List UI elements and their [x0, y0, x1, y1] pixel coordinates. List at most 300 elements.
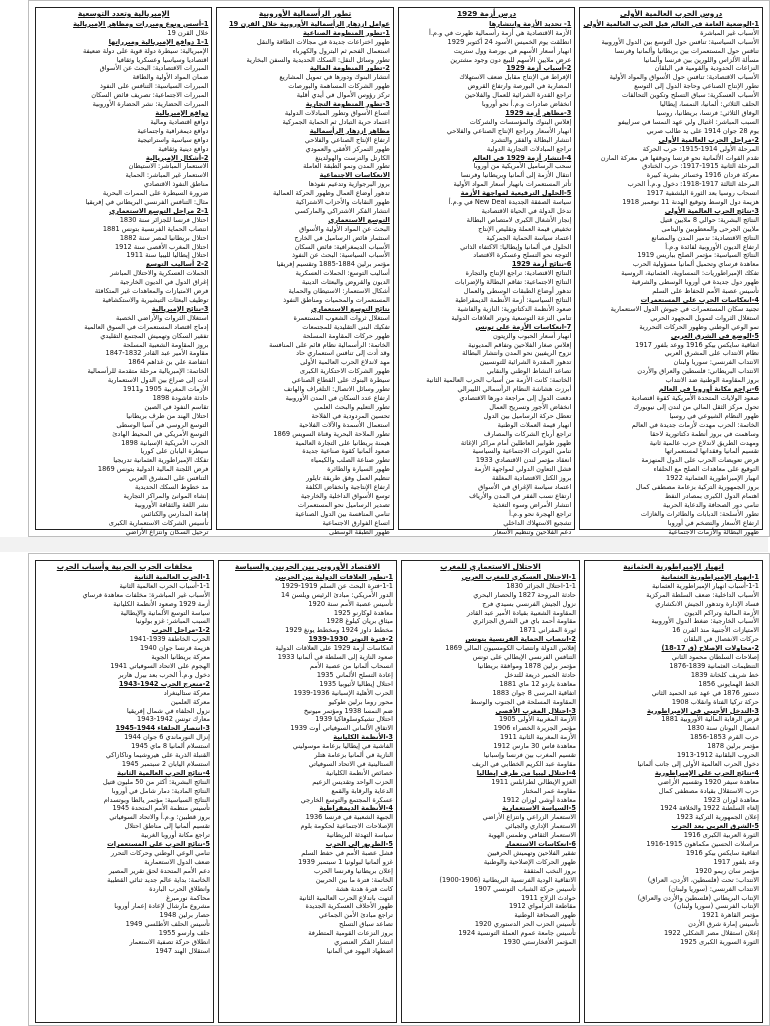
- text-line: ظهور حركات المقاومة المسلحة: [302, 331, 390, 340]
- text-line: دفعت الدول إلى مراجعة دورها الاقتصادي: [459, 393, 572, 402]
- text-line: معاهدة سيفر 1920 وتقسيم الأراضي: [657, 777, 759, 786]
- text-line: نمو الوعي الوطني وظهور الحركات التحررية: [639, 322, 759, 331]
- text-line: إنشاء الموانئ والمراكز التجارية: [123, 491, 209, 500]
- section-heading: مظاهر ازدهار الرأسمالية: [309, 126, 390, 135]
- text-line: فرض اللجنة المالية الدولية بتونس 1869: [97, 465, 209, 474]
- text-line: دوافع اقتصادية ومالية: [150, 117, 209, 126]
- text-line: صعود ألمانيا كقوة صناعية جديدة: [302, 447, 390, 456]
- text-line: ظهور الشركات الاحتكارية الكبرى: [299, 367, 390, 376]
- text-line: إدماج اقتصاد المستعمرات في السوق العالمية: [84, 322, 209, 331]
- text-line: تفكك الإمبراطورية العثمانية تدريجيا: [113, 456, 209, 465]
- text-line: الاستعمار الإداري والجبائي: [505, 822, 576, 831]
- text-line: انهيار أسعار الأسهم في بورصة وول ستريت: [453, 46, 572, 55]
- section-heading: 2-2 أساليب التوسع: [146, 260, 209, 269]
- section-heading: دوافع الإمبريالية: [155, 108, 209, 117]
- text-line: صعود النازية إلى السلطة في ألمانيا 1933: [277, 653, 393, 662]
- text-line: ثورة المقراني 1871: [519, 626, 576, 635]
- text-line: 1-1-فترة البحث عن السلم 1919-1929: [281, 581, 393, 590]
- text-line: إفلاس صغار الفلاحين وتفاقم المديونية: [468, 340, 572, 349]
- text-line: مؤتمر القاهرة 1921: [702, 911, 759, 920]
- section-heading: 2-محاولات الإصلاح (ق 17-18): [661, 644, 759, 653]
- text-line: انفصال اليونان سنة 1830: [687, 724, 759, 733]
- text-line: الإنتاب الفرنسي (سوريا ولبنان): [673, 902, 759, 911]
- text-line: ظهور النقابات والأحزاب الاشتراكية: [295, 198, 390, 207]
- text-line: الثورة العربية الكبرى 1916: [683, 831, 759, 840]
- text-line: انهيار أسعار الحبوب والزيتون: [492, 331, 572, 340]
- section-heading: 3-التدخل الأجنبي في الإمبراطورية: [647, 706, 759, 715]
- section-heading: 2-فترة التوتر 1930-1939: [308, 635, 393, 644]
- text-line: ارتفاع عدد السكان في المدن الأوروبية: [285, 393, 390, 402]
- text-line: حصار برلين 1948: [159, 911, 210, 920]
- text-line: تدهور أوضاع العمال وظهور الحركة العمالية: [272, 189, 390, 198]
- text-line: تأثر المستعمرات بانهيار أسعار المواد الأولية: [453, 180, 572, 189]
- text-line: ظهور الحركات الإصلاحية والوطنية: [483, 857, 576, 866]
- text-line: 1-1-أسباب الحرب العالمية الثانية: [119, 581, 210, 590]
- section-heading: 2-منعرج الحرب 1942-1943: [119, 679, 210, 688]
- text-line: الحرب الأمريكية الإسبانية 1898: [121, 438, 209, 447]
- text-line: مشروع مارشال لإعادة إعمار أوروبا: [114, 902, 210, 911]
- text-line: الوفاق الثلاثي: فرنسا، بريطانيا، روسيا: [656, 108, 759, 117]
- text-line: احتلال بريطانيا لمصر سنة 1882: [119, 233, 209, 242]
- text-line: حادثة المروحة 1827 والحصار البحري: [473, 590, 576, 599]
- text-line: النتائج البشرية: حوالي 8 ملايين قتيل: [660, 215, 759, 224]
- text-line: معركة فردان 1916 وخسائر بشرية كبيرة: [646, 171, 759, 180]
- text-line: حرب القرم 1853-1856: [690, 733, 759, 742]
- text-line: تأسيس الحلف الأطلسي 1949: [125, 920, 210, 929]
- section-heading: 1-الاحتلال العسكري للمغرب العربي: [461, 572, 576, 581]
- text-line: معاهدة لوزان 1923: [703, 795, 759, 804]
- text-line: تركز رؤوس الأموال في أيدي أقلية: [296, 91, 390, 100]
- text-line: الأسباب غير المباشرة: مخلفات معاهدة فرساي: [82, 590, 210, 599]
- sheet-page-2: [28, 553, 770, 1026]
- text-line: خط شريف كلخانة 1839: [690, 670, 759, 679]
- section-heading: 3-نتائج الإمبريالية: [151, 304, 209, 313]
- text-line: الانتداب الفرنسي: سوريا ولبنان: [673, 358, 759, 367]
- text-line: المبررات الاقتصادية: البحث عن الأسواق: [99, 64, 209, 73]
- text-column: [216, 7, 393, 536]
- text-line: تفقير السكان وتهميش المجتمع التقليدي: [100, 331, 209, 340]
- text-line: ارتفاع الإنتاج الصناعي والفلاحي: [304, 135, 390, 144]
- text-line: تحسين المردودية في الفلاحة: [311, 411, 390, 420]
- text-line: الأزمة المالية وتراكم الديون: [684, 608, 759, 617]
- text-line: تأسيس عصبة الأمم سنة 1920: [308, 599, 393, 608]
- section-heading: 6-تراجع مكانة أوروبا في العالم: [658, 385, 759, 394]
- text-line: تطور وسائل النقل: السكك الحديدية والسفن البخارية: [246, 55, 390, 64]
- section-heading: 5-الحلول الترقيعية لمواجهة الأزمة: [460, 189, 572, 198]
- text-line: البحث عن المواد الأولية والأسواق: [299, 224, 390, 233]
- section-heading: 4-نتائج الحرب على الإمبراطورية: [654, 768, 759, 777]
- text-line: ظهور الصحافة الوطنية: [514, 911, 576, 920]
- section-heading: 2-انتصاب الحماية الفرنسية بتونس: [465, 635, 576, 644]
- text-line: سياسة التهدئة البريطانية: [326, 831, 393, 840]
- text-line: النتائج الاقتصادية: تراجع الإنتاج والتجارة: [465, 269, 572, 278]
- text-line: خلال القرن 19: [167, 28, 209, 37]
- text-line: إصلاحات السلطان محمود الثاني: [671, 653, 759, 662]
- section-heading: 1-أسس ونوع ومبررات ومظاهر الإمبريالية: [73, 19, 209, 28]
- text-line: محاكمة نورمبرغ: [166, 893, 210, 902]
- text-line: النازية في ألمانيا بزعامة هتلر: [314, 751, 393, 760]
- text-line: النتائج المادية: دمار شامل في أوروبا: [111, 786, 210, 795]
- text-line: المبررات الحضارية: نشر الحضارة الأوروبية: [92, 100, 209, 109]
- text-line: إلغاء السلطنة 1922 والخلافة 1924: [660, 804, 759, 813]
- text-line: دعم الأمم المتحدة لحق تقرير المصير: [108, 866, 210, 875]
- text-line: انطلقت يوم الخميس الأسود 24 أكتوبر 1929: [447, 37, 572, 46]
- text-line: تقسيم المغرب بين فرنسا وإسبانيا: [483, 751, 576, 760]
- text-line: حرب الاستقلال بقيادة مصطفى كمال: [658, 786, 759, 795]
- text-line: الأزمات المغربية 1905 و1911: [123, 385, 209, 394]
- text-line: إقامة المدارس والكنائس: [141, 509, 209, 518]
- text-line: تخفيض قيمة العملة وتقليص الإنتاج: [478, 224, 572, 233]
- text-line: إنجاز الأشغال الكبرى لامتصاص البطالة: [466, 215, 572, 224]
- text-line: تصاعد النشاط الوطني والنقابي: [486, 367, 572, 376]
- text-line: هيمنة بريطانيا على التجارة العالمية: [295, 438, 390, 447]
- text-line: الأسباب الديمغرافية: فائض السكان: [294, 242, 390, 251]
- text-line: التنافس على المشرق العربي: [128, 474, 209, 483]
- text-line: الأزمة الاقتصادية هي أزمة رأسمالية ظهرت في و.م.أ: [429, 28, 572, 37]
- text-line: دستور 1876 في عهد عبد الحميد الثاني: [651, 688, 759, 697]
- text-line: تطور المدن ونمو الطبقة العاملة: [303, 162, 390, 171]
- text-line: الخاتمة: بداية عالم جديد ثنائي القطبية: [107, 875, 210, 884]
- text-line: المضاربة في البورصة وارتفاع القروض: [467, 82, 572, 91]
- text-line: هزيمة فرنسا جوان 1940: [139, 644, 210, 653]
- text-line: ومهدت الطريق لاندلاع حرب عالمية ثانية: [649, 438, 759, 447]
- text-line: مؤتمر برلين 1878: [707, 742, 759, 751]
- text-line: تقاسم النفوذ في الصين: [144, 402, 209, 411]
- text-line: ظهور السيارة والطائرة: [327, 465, 390, 474]
- text-line: احتلال المغرب الأقصى سنة 1912: [114, 242, 209, 251]
- text-line: مد خطوط السكك الحديدية: [135, 483, 209, 492]
- text-line: انخفاض الأجور وتسريح العمال: [489, 402, 572, 411]
- section-heading: 2-1 مراحل التوسع الاستعماري: [109, 206, 209, 215]
- text-line: الحملات العسكرية والاحتلال المباشر: [110, 269, 209, 278]
- text-line: حوادث الزلاج 1911: [521, 893, 576, 902]
- text-line: نشر اللغة والثقافة الأوروبية: [134, 500, 209, 509]
- text-line: وعد بلفور 1917: [713, 857, 759, 866]
- text-line: معاهدة أوشي لوزان 1912: [502, 795, 576, 804]
- text-line: أشكال الاستعمار: الاستيطان والحماية: [288, 287, 390, 296]
- text-line: أساليب التوسع: الحملات العسكرية: [295, 269, 390, 278]
- text-line: احتلال إيطاليا لأثيوبيا 1935: [319, 679, 393, 688]
- text-line: الاستعمار المباشر: الاستيطان: [128, 162, 209, 171]
- text-line: عسكرة المجتمع والتوسع الخارجي: [300, 795, 393, 804]
- text-line: الثورة السورية الكبرى 1925: [680, 938, 759, 947]
- text-line: ملايين الجرحى والمعطوبين واليتامى: [661, 224, 759, 233]
- column-title: دروس الحرب العالمية الأولى: [620, 9, 723, 18]
- text-line: الأسباب غير المباشرة: [700, 28, 759, 37]
- column-title: مخلفات الحرب الحربية وأسباب الحرب: [56, 562, 193, 571]
- text-line: معارك تونس 1942-1943: [137, 715, 210, 724]
- text-line: انطلاق حركة تصفية الاستعمار: [129, 938, 210, 947]
- text-line: حادثة الخمير ذريعة للتدخل: [504, 670, 576, 679]
- section-heading: 5-الطريق إلى الحرب: [325, 840, 393, 849]
- text-line: انسحاب ألمانيا من عصبة الأمم: [309, 661, 393, 670]
- text-line: اتفاقية المرسى 8 جوان 1883: [492, 688, 576, 697]
- text-line: الإفراط في الإنتاج مقابل ضعف الاستهلاك: [459, 73, 572, 82]
- text-line: الإصلاحات الاجتماعية لحكومة بلوم: [300, 822, 393, 831]
- text-line: ظهور الأحلاف العسكرية الجديدة: [305, 902, 393, 911]
- text-line: نزول الجيش الفرنسي بسيدي فرج: [482, 599, 576, 608]
- text-line: حادثة فاشودة 1898: [152, 393, 209, 402]
- text-line: صعود الأنظمة الدكتاتورية: النازية والفاشية: [457, 304, 572, 313]
- text-line: نزول الحلفاء في شمال إفريقيا: [126, 706, 210, 715]
- text-line: تراجع المبادلات التجارية الدولية: [486, 144, 572, 153]
- text-line: اتساع الفوارق الاجتماعية: [322, 518, 390, 527]
- column-title: الاقتصاد الأوروبي بين الحربين والسياسة: [235, 562, 380, 571]
- text-line: بروز المقاومة الوطنية ضد الانتداب: [665, 376, 759, 385]
- text-line: إنزال النورماندي 6 جوان 1944: [124, 733, 210, 742]
- text-line: الحلف الثلاثي: ألمانيا، النمسا، إيطاليا: [659, 100, 759, 109]
- text-line: بروز النزعات القومية المتطرفة: [308, 929, 393, 938]
- text-line: تراجع الهجرة نحو و.م.أ: [509, 509, 572, 518]
- text-line: سياسة الصفقة الجديدة New Deal في و.م.أ: [448, 198, 572, 207]
- text-line: احتلال إيطاليا لليبيا سنة 1911: [126, 251, 209, 260]
- text-line: الخاتمة: الحرب مهدت لأزمات جديدة في العالم: [631, 420, 759, 429]
- text-line: الأسباب الداخلية: ضعف السلطة المركزية: [646, 590, 759, 599]
- text-line: الانتداب الفرنسي: (سوريا ولبنان): [668, 884, 759, 893]
- text-line: انهيار قيمة العملات الوطنية: [497, 420, 572, 429]
- text-line: المؤتمر الأفخارستي 1930: [503, 938, 576, 947]
- text-line: إعلان بريطانيا وفرنسا الحرب: [313, 866, 393, 875]
- text-column: [35, 560, 214, 1023]
- text-line: سيطرة اليابان على كوريا: [140, 447, 209, 456]
- text-line: مسألة الألزاس واللورين بين فرنسا وألمانيا: [643, 55, 759, 64]
- text-line: وساهمت في بروز أنظمة دكتاتورية لاحقا: [650, 429, 759, 438]
- text-line: انتشار البطالة والفقر والتشرد: [490, 135, 572, 144]
- section-heading: 6-انعكاسات الاستعمار: [505, 840, 576, 849]
- text-line: معاهدة لوكارنو 1925: [333, 608, 393, 617]
- text-line: الخاتمة: الرأسمالية نظام قائم على المنافسة: [269, 340, 390, 349]
- text-line: الأسباب العسكرية: سباق التسلح وتكوين التحالفات: [622, 91, 759, 100]
- text-line: فرض الامتيازات والمعاهدات غير المتكافئة: [94, 287, 209, 296]
- text-line: المستعمرات والمحميات ومناطق النفوذ: [283, 296, 390, 304]
- text-line: سيطرة البنوك على القطاع الصناعي: [291, 376, 390, 385]
- text-line: المرحلة الثانية 1915-1917: حرب الخنادق: [642, 162, 759, 171]
- text-line: ظهور البطالة والأزمات الاجتماعية: [668, 527, 759, 536]
- section-heading: 1-انهيار الإمبراطورية العثمانية: [660, 572, 759, 581]
- text-line: فشل التعاون الدولي لمواجهة الأزمة: [474, 465, 572, 474]
- text-line: التوسع الأمريكي في المحيط الهادئ: [112, 429, 209, 438]
- section-heading: 1-تطور المنظومة الصناعية: [303, 28, 390, 37]
- text-line: اضطهاد اليهود في ألمانيا: [326, 946, 393, 955]
- text-line: ظهور التمركز الأفقي والعمودي: [305, 144, 390, 153]
- text-line: تصاعد سباق التسلح: [339, 920, 393, 929]
- text-line: احتلال فرنسا للجزائر سنة 1830: [119, 215, 209, 224]
- text-line: ضرورة السيطرة على الممرات البحرية: [102, 189, 209, 198]
- text-line: انهيار الأسعار وتراجع الإنتاج الصناعي والفلاحي: [446, 126, 572, 135]
- text-line: صعود الولايات المتحدة الأمريكية كقوة اقتصادية: [631, 393, 759, 402]
- text-line: السبب المباشر: اغتيال ولي عهد النمسا في سراييفو: [618, 117, 759, 126]
- text-line: إعلان استقلال مصر الشكلي 1922: [663, 929, 759, 938]
- text-line: تطور الأسلحة: الدبابات والطائرات والغازات: [640, 509, 759, 518]
- section-heading: التوسع الاستعماري: [328, 215, 390, 224]
- text-line: ارتفاع الإنتاجية وانخفاض الكلفة: [305, 483, 390, 492]
- section-heading: 1-الحرب العالمية الثانية: [134, 572, 210, 581]
- text-line: ضعف الدول الاستعمارية: [144, 857, 210, 866]
- text-line: وانطلاق الحرب الباردة: [149, 884, 210, 893]
- text-line: أزمة 1929 وصعود الأنظمة الكليانية: [113, 599, 210, 608]
- text-line: تطور وسائل الاتصال: التلغراف والهاتف: [283, 385, 390, 394]
- text-line: انتشار الفكر الاشتراكي والماركسي: [294, 206, 390, 215]
- text-line: معاهدة فاس 30 مارس 1912: [493, 742, 576, 751]
- text-line: النتائج السياسية: مؤتمر يالطا وبوتسدام: [103, 795, 210, 804]
- section-heading: 1-1 دوافع الإمبريالية ومبرراتها: [108, 37, 209, 46]
- text-line: النتائج الاقتصادية: تدمير المدن والمصانع: [651, 233, 759, 242]
- text-line: غزو ألمانيا لبولونيا 1 سبتمبر 1939: [298, 857, 393, 866]
- text-line: تنظيم العمل وفق طريقة تايلور: [306, 474, 390, 483]
- text-line: المقاومة المسلحة في الجنوب والوسط: [470, 697, 576, 706]
- sheet-page-1: [28, 0, 770, 537]
- text-line: تطور صناعة الصلب والكيمياء: [310, 456, 390, 465]
- text-line: الأسباب السياسية: تنافس حول التوسع بين الدول الأوروبية: [601, 37, 759, 46]
- text-line: توسع الأسواق الداخلية والخارجية: [300, 491, 390, 500]
- text-line: خصائص الأنظمة الكليانية: [325, 768, 393, 777]
- text-line: تنامي المنافسة بين الدول الصناعية: [295, 509, 390, 518]
- text-line: انسحاب روسيا بعد الثورة البلشفية 1917: [646, 189, 759, 198]
- text-line: ضم النمسا 1938 ومؤتمر ميونيخ: [303, 706, 393, 715]
- text-line: النتائج السياسية: مؤتمر الصلح بباريس 1919: [637, 251, 759, 260]
- section-heading: 3-مظاهر أزمة 1929: [505, 108, 572, 117]
- section-heading: 4-نتائج الحرب العالمية الثانية: [117, 768, 210, 777]
- text-line: مؤتمر الجزيرة الخضراء 1906: [493, 724, 576, 733]
- text-line: الحرب الخاطفة 1939-1941: [129, 635, 210, 644]
- text-line: انهيار الإمبراطورية العثمانية 1922: [666, 474, 759, 483]
- section-heading: 4-انعكاسات الحرب على المستعمرات: [640, 296, 759, 304]
- text-line: حركات الانفصال في البلقان: [683, 635, 759, 644]
- text-column: [398, 7, 575, 536]
- page-gap: [0, 537, 768, 552]
- text-line: معركة ستالينغراد: [163, 688, 210, 697]
- text-line: إفلاس الدولة وانتصاب الكومسيون المالي 1869: [445, 644, 576, 653]
- text-line: الأسباب السياسية: البحث عن النفوذ: [292, 251, 390, 260]
- text-line: تأسيس حركة الشباب التونسي 1907: [474, 884, 576, 893]
- text-line: الأزمة المغربية الأولى 1905: [498, 715, 576, 724]
- text-line: انتشار الأمراض وسوء التغذية: [492, 500, 572, 509]
- text-line: اعتماد سياسة الإغراق في الأسواق: [478, 483, 572, 492]
- text-line: المرحلة الثالثة 1917-1918: دخول و.م.أ الحرب: [627, 180, 759, 189]
- text-line: حركة تركيا الفتاة وانقلاب 1908: [671, 697, 759, 706]
- text-line: تراجع أرباح الشركات والمصارف: [483, 429, 572, 438]
- text-line: ظهور النظام الشيوعي في روسيا: [669, 411, 759, 420]
- text-line: تصدير الرساميل نحو المستعمرات: [297, 500, 390, 509]
- text-line: أدت إلى صراع بين الدول الاستعمارية: [107, 376, 209, 385]
- text-line: الخط الهمايوني 1856: [698, 679, 759, 688]
- text-line: فشل عصبة الأمم في حفظ السلم: [301, 849, 393, 857]
- text-line: احتلال تشيكوسلوفاكيا 1939: [315, 715, 393, 724]
- text-line: معركة بريطانيا الجوية: [151, 653, 210, 662]
- text-line: مثال: التنافس الفرنسي البريطاني في إفريقيا: [85, 198, 209, 207]
- text-line: استثمار فائض الرساميل في الخارج: [294, 233, 390, 242]
- text-line: المبررات الاجتماعية: تصريف فائض السكان: [91, 91, 209, 100]
- text-line: الانتداب: تحت (فلسطين، الأردن، العراق): [647, 875, 759, 884]
- text-line: تراجع القدرة الشرائية للعمال والفلاحين: [464, 91, 572, 100]
- text-line: التوسع الروسي في آسيا الوسطى: [116, 420, 209, 429]
- text-line: تأسيس منظمة الأمم المتحدة 1945: [112, 804, 210, 813]
- text-line: مؤتمر برلين 1884-1885 وتقسيم إفريقيا: [276, 260, 390, 269]
- text-line: معركة العلمين: [170, 697, 210, 706]
- section-heading: 3-انتصار الحلفاء 1944-1945: [115, 724, 210, 733]
- text-line: بروز قطبين: و.م.أ والاتحاد السوفياتي: [109, 813, 210, 822]
- section-heading: 3-الأنظمة الكليانية: [333, 733, 393, 742]
- text-line: تأسيس الشركات الاستعمارية الكبرى: [108, 518, 209, 527]
- text-line: كانت فترة هدنة هشة: [335, 884, 393, 893]
- column-title: انهيار الإمبراطورية العثمانية: [623, 562, 724, 571]
- text-line: تراجع مكانة أوروبا الغربية: [141, 831, 210, 840]
- text-line: اهتمام الدول الكبرى بمصادر النفط: [664, 491, 759, 500]
- text-line: تطور الملاحة البحرية وقناة السويس 1869: [273, 429, 390, 438]
- text-line: الستالينية في الاتحاد السوفياتي: [308, 759, 393, 768]
- text-line: تفكيك البنى التقليدية للمجتمعات: [302, 322, 390, 331]
- text-line: إعلان الجمهورية التركية 1923: [676, 813, 759, 822]
- text-line: ظهور دول جديدة في أوروبا الوسطى والشرقية: [631, 278, 759, 287]
- text-line: انعكاسات أزمة 1929 على العلاقات الدولية: [275, 644, 393, 653]
- section-heading: 1- تحديد الأزمة وانتشارها: [489, 19, 572, 28]
- text-line: المقاومة الشعبية بقيادة الأمير عبد القادر: [466, 608, 576, 617]
- section-heading: 5-السياسة الاستعمارية: [502, 804, 576, 813]
- text-line: تقسيم ألمانيا إلى مناطق احتلال: [124, 822, 210, 831]
- text-line: اتساع الأسواق وتطور المبادلات الدولية: [284, 108, 390, 117]
- text-line: مقاومة أحمد باي في الشرق الجزائري: [472, 617, 576, 626]
- text-line: حلف وارسو 1955: [158, 929, 210, 938]
- text-line: دوافع دينية وثقافية: [158, 144, 209, 153]
- text-line: النتائج البشرية: أكثر من 50 مليون قتيل: [102, 777, 210, 786]
- text-line: اتفاقية سايكس بيكو 1916: [685, 849, 759, 857]
- text-line: اعتماد حرية التبادل ثم الحماية الجمركية: [282, 117, 390, 126]
- text-line: إغراق الدول في الديون الخارجية: [119, 278, 209, 287]
- section-heading: 6-نتائج أزمة 1929: [512, 260, 572, 269]
- text-line: التوقيع على معاهدات الصلح مع الحلفاء: [653, 465, 759, 474]
- text-line: اتفاقية سايكس بيكو 1916 ووعد بلفور 1917: [635, 340, 759, 349]
- section-heading: 2-تطور المنظومة المالية: [309, 64, 390, 73]
- text-line: الحزب الواحد وتقديس الزعيم: [312, 777, 393, 786]
- text-column: [401, 560, 580, 1023]
- text-line: سحب الرساميل الأمريكية من أوروبا: [473, 162, 572, 171]
- column-title: تطور الرأسمالية الأوروبية: [259, 9, 352, 18]
- text-line: استعمال الأسمدة والآلات الفلاحية: [299, 420, 390, 429]
- text-line: مؤتمر سان ريمو 1920: [695, 866, 759, 875]
- text-line: الانتداب البريطاني: فلسطين والعراق والأردن: [637, 367, 759, 376]
- text-line: الاستعمار غير المباشر: الحماية: [125, 171, 209, 180]
- text-line: التنافس الفرنسي الإيطالي على تونس: [472, 653, 576, 662]
- text-line: تجنيد سكان المستعمرات في جيوش الدول الاستعمارية: [610, 304, 759, 313]
- text-line: الأسباب الاقتصادية: تنافس حول الأسواق والمواد الأولية: [609, 73, 759, 82]
- text-line: الاتفاقية الودية الفرنسية البريطانية (1906-1900): [439, 875, 576, 884]
- page-1-columns: [35, 7, 763, 536]
- text-line: معاهدة باردو 12 ماي 1881: [499, 679, 576, 688]
- text-line: تأسيس جامعة عموم العملة التونسية 1924: [458, 929, 576, 938]
- text-line: تدخل الدولة في الحياة الاقتصادية: [481, 206, 572, 215]
- text-column: [35, 7, 212, 536]
- section-heading: 1-تطور العلاقات الدولية بين الحربين: [275, 572, 393, 581]
- section-heading: 5-الشرق العربي بعد الحرب: [671, 822, 759, 831]
- text-line: الأزمة المغربية الثانية 1911: [500, 733, 576, 742]
- section-heading: 2-أشكال الإمبريالية: [145, 153, 209, 162]
- text-line: نزوح الريفيين نحو المدن وانتشار البطالة: [462, 349, 572, 358]
- text-column: [579, 7, 763, 536]
- section-heading: 3-تطور المنظومة التجارية: [305, 100, 390, 109]
- text-line: بروز النخب المثقفة: [523, 866, 576, 875]
- column-title: الاحتلال الاستعماري للمغرب: [440, 562, 541, 571]
- text-line: تأسيس عصبة الأمم للحفاظ على السلم: [652, 287, 759, 296]
- text-line: القنبلة الذرية على هيروشيما وناكازاكي: [105, 751, 210, 760]
- text-line: مناطق النفوذ الاقتصادي: [143, 180, 209, 189]
- text-line: ارتفاع الأسعار والتضخم في أوروبا: [667, 518, 759, 527]
- text-line: النتائج الاجتماعية: تفاقم البطالة والإضرابات: [454, 278, 572, 287]
- text-line: تقدم القوات الألمانية نحو فرنسا وتوقفها في معركة المارن: [600, 153, 759, 162]
- text-line: الكارتل والترست والهولدينغ: [315, 153, 390, 162]
- section-heading: نتائج التوسع الاستعماري: [311, 304, 390, 313]
- text-line: انعقاد مؤتمر لندن الاقتصادي 1933: [475, 456, 572, 465]
- text-line: إعادة التسلح الألماني 1935: [316, 670, 393, 679]
